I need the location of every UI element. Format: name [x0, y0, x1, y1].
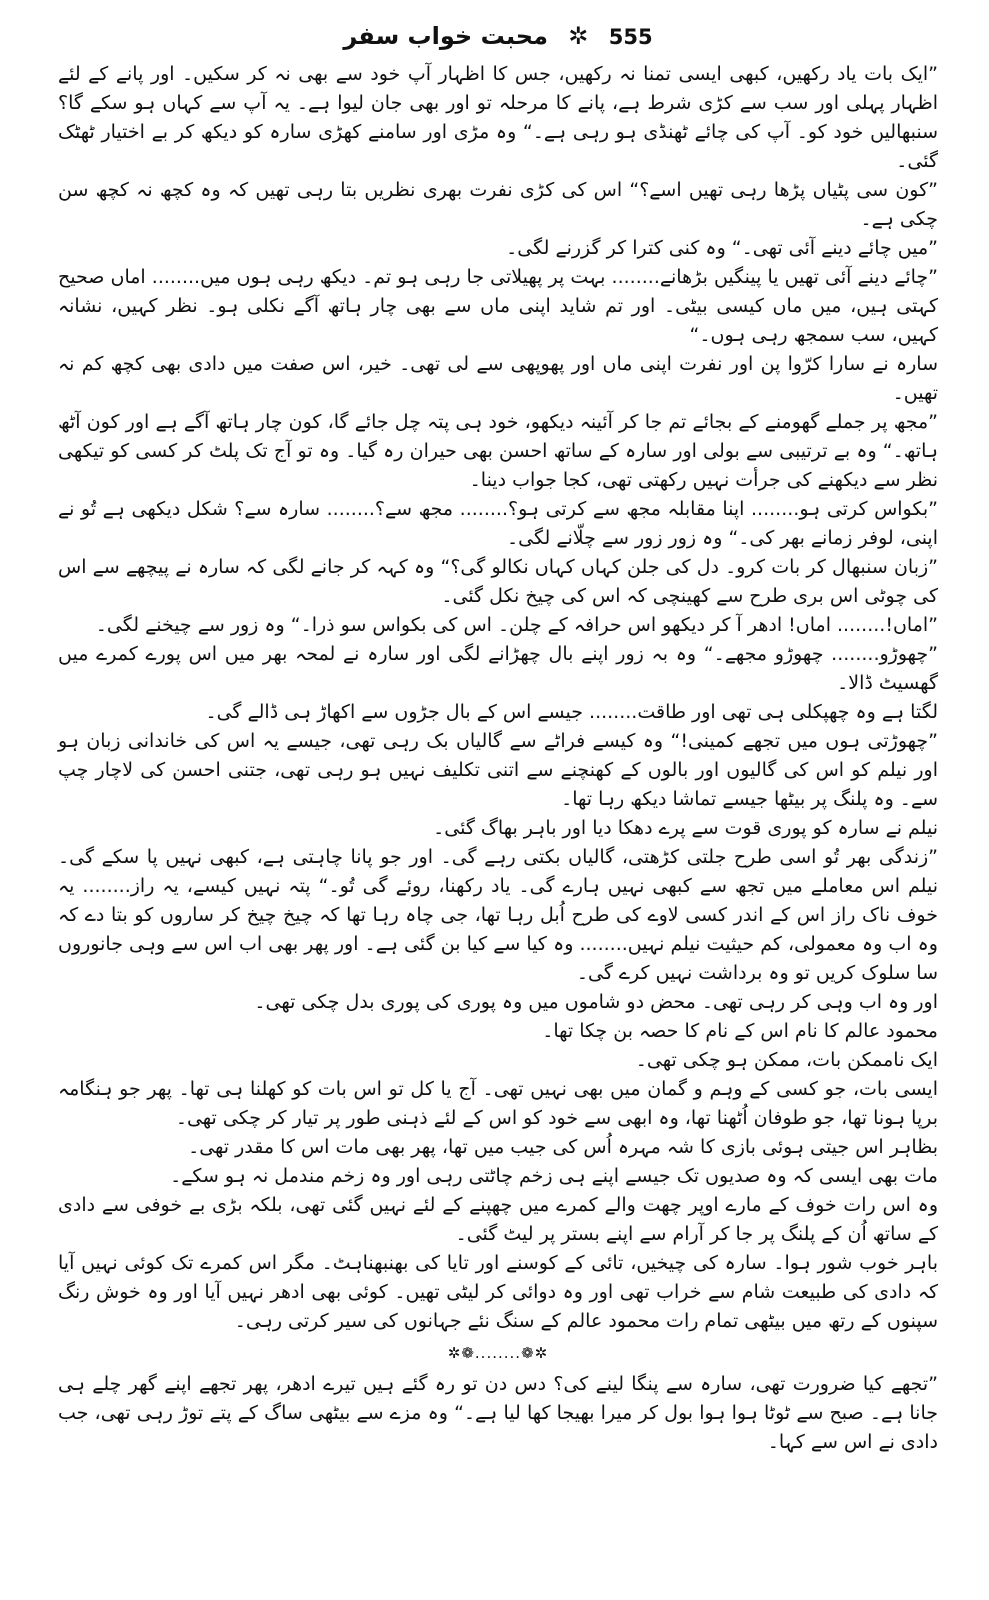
section-divider: ✲❁........❁✲	[447, 1344, 549, 1362]
paragraph: اور وہ اب وہی کر رہی تھی۔ محض دو شاموں میں وہ پوری کی پوری بدل چکی تھی۔	[254, 991, 938, 1013]
paragraph: نیلم نے سارہ کو پوری قوت سے پرے دھکا دیا اور باہر بھاگ گئی۔	[433, 817, 938, 839]
page-number: 555	[608, 25, 653, 49]
paragraph: ایسی بات، جو کسی کے وہم و گمان میں بھی نہیں تھی۔ آج یا کل تو اس بات کو کھلنا ہی تھا۔ پھر جو ہنگامہ برپا ہونا تھا، جو طوفان اُٹھنا تھا، وہ ابھی سے خود کو اس کے لئے ذہنی طور پر تیار کر چکی تھی۔	[58, 1078, 938, 1129]
header-ornament: ✲	[568, 22, 589, 50]
paragraph: ”زندگی بھر تُو اسی طرح جلتی کڑھتی، گالیاں بکتی رہے گی۔ اور جو پانا چاہتی ہے، کبھی نہیں پا سکے گی۔ نیلم اس معاملے میں تجھ سے کبھی نہیں ہارے گی۔ یاد رکھنا، روئے گی تُو۔“ پتہ نہیں کیسے، یہ راز........ یہ خوف ناک راز اس کے اندر کسی لاوے کی طرح اُبل رہا تھا، جی چاہ رہا تھا کہ چیخ چیخ کر ساروں کو بتا دے کہ وہ اب وہ معمولی، کم حیثیت نیلم نہیں........ وہ کیا سے کیا بن گئی ہے۔ اور پھر بھی اب اس سے وہی جانوروں سا سلوک کریں تو وہ برداشت نہیں کرے گی۔	[58, 846, 938, 984]
paragraph: ”میں چائے دینے آئی تھی۔“ وہ کنی کترا کر گزرنے لگی۔	[506, 237, 938, 259]
paragraph: ”اماں!........ اماں! ادھر آ کر دیکھو اس حرافہ کے چلن۔ اس کی بکواس سو ذرا۔“ وہ زور سے چیخنے لگی۔	[95, 614, 938, 636]
paragraph: ”زبان سنبھال کر بات کرو۔ دل کی جلن کہاں کہاں نکالو گی؟“ وہ کہہ کر جانے لگی کہ سارہ نے پیچھے سے اس کی چوٹی اس بری طرح سے کھینچی کہ اس کی چیخ نکل گئی۔	[58, 556, 938, 607]
paragraph: لگتا ہے وہ چھپکلی ہی تھی اور طاقت........ جیسے اس کے بال جڑوں سے اکھاڑ ہی ڈالے گی۔	[205, 701, 938, 723]
paragraph: ”کون سی پٹیاں پڑھا رہی تھیں اسے؟“ اس کی کڑی نفرت بھری نظریں بتا رہی تھیں کہ وہ کچھ نہ کچھ سن چکی ہے۔	[58, 179, 938, 230]
paragraph: باہر خوب شور ہوا۔ سارہ کی چیخیں، تائی کے کوسنے اور تایا کی بھنبھناہٹ۔ مگر اس کمرے تک کوئی نہیں آیا کہ دادی کی طبیعت شام سے خراب تھی اور وہ دوائی کر لیٹی تھیں۔ کوئی بھی ادھر نہیں آیا اور وہ خوش رنگ سپنوں کے رتھ میں بیٹھی تمام رات محمود عالم کے سنگ نئے جہانوں کی سیر کرتی رہی۔	[58, 1252, 938, 1332]
paragraph: محمود عالم کا نام اس کے نام کا حصہ بن چکا تھا۔	[542, 1020, 938, 1042]
paragraph: ”چھوڑو........ چھوڑو مجھے۔“ وہ بہ زور اپنے بال چھڑانے لگی اور سارہ نے لمحہ بھر میں اس پورے کمرے میں گھسیٹ ڈالا۔	[58, 643, 938, 694]
paragraph: وہ اس رات خوف کے مارے اوپر چھت والے کمرے میں چھپنے کے لئے نہیں گئی تھی، بلکہ بڑی بے خوفی سے دادی کے ساتھ اُن کے پلنگ پر جا کر آرام سے اپنے بستر پر لیٹ گئی۔	[58, 1194, 938, 1245]
story-text	[58, 60, 938, 1457]
book-title: محبت خواب سفر	[343, 22, 548, 50]
paragraph: ”چھوڑتی ہوں میں تجھے کمینی!“ وہ کیسے فراٹے سے گالیاں بک رہی تھی، جیسے یہ اس کی خاندانی زبان ہو اور نیلم کو اس کی گالیوں اور بالوں کے کھنچنے سے اتنی تکلیف نہیں ہو رہی تھی، جتنی احسن کی لاچار چپ سے۔ وہ پلنگ پر بیٹھا جیسے تماشا دیکھ رہا تھا۔	[58, 730, 938, 810]
paragraph: ”بکواس کرتی ہو........ اپنا مقابلہ مجھ سے کرتی ہو؟........ مجھ سے؟........ سارہ سے؟ شکل دیکھی ہے تُو نے اپنی، لوفر زمانے بھر کی۔“ وہ زور زور سے چلّانے لگی۔	[58, 498, 938, 549]
page-header	[58, 14, 938, 58]
paragraph: بظاہر اس جیتی ہوئی بازی کا شہ مہرہ اُس کی جیب میں تھا، پھر بھی مات اس کا مقدر تھی۔	[188, 1136, 938, 1158]
paragraph: سارہ نے سارا کرّوا پن اور نفرت اپنی ماں اور پھوپھی سے لی تھی۔ خیر، اس صفت میں دادی بھی کچھ کم نہ تھیں۔	[58, 353, 938, 404]
paragraph: ”تجھے کیا ضرورت تھی، سارہ سے پنگا لینے کی؟ دس دن تو رہ گئے ہیں تیرے ادھر، پھر تجھے اپنے گھر چلے ہی جانا ہے۔ صبح سے ٹوٹا ہوا ہوا بول کر میرا بھیجا کھا لیا ہے۔“ وہ مزے سے بیٹھی ساگ کے پتے توڑ رہی تھی، جب دادی نے اس سے کہا۔	[58, 1373, 938, 1453]
paragraph: ایک ناممکن بات، ممکن ہو چکی تھی۔	[635, 1049, 938, 1071]
paragraph: ”مجھ پر جملے گھومنے کے بجائے تم جا کر آئینہ دیکھو، خود ہی پتہ چل جائے گا، کون چار ہاتھ آگے ہے اور کون آٹھ ہاتھ۔“ وہ بے ترتیبی سے بولی اور سارہ کے ساتھ احسن بھی حیران رہ گیا۔ وہ تو آج تک پلٹ کر کسی کو تیکھی نظر سے دیکھنے کی جرأت نہیں رکھتی تھی، کجا جواب دینا۔	[58, 411, 938, 491]
novel-page	[58, 14, 938, 1586]
paragraph: ”چائے دینے آئی تھیں یا پینگیں بڑھانے........ بہت پر پھیلاتی جا رہی ہو تم۔ دیکھ رہی ہوں میں........ اماں صحیح کہتی ہیں، میں ماں کیسی بیٹی۔ اور تم شاید اپنی ماں سے بھی چار ہاتھ آگے نکلی ہو۔ نظر کہیں، نشانہ کہیں، سب سمجھ رہی ہوں۔“	[58, 266, 938, 346]
paragraph: مات بھی ایسی کہ وہ صدیوں تک جیسے اپنے ہی زخم چاٹتی رہی اور وہ زخم مندمل نہ ہو سکے۔	[170, 1165, 938, 1187]
paragraph: ”ایک بات یاد رکھیں، کبھی ایسی تمنا نہ رکھیں، جس کا اظہار آپ خود سے بھی نہ کر سکیں۔ اور پانے کے لئے اظہار پہلی اور سب سے کڑی شرط ہے، پانے کا مرحلہ تو اور بھی جان لیوا ہے۔ یہ آپ سے کہاں ہو سکے گا؟ سنبھالیں خود کو۔ آپ کی چائے ٹھنڈی ہو رہی ہے۔“ وہ مڑی اور سامنے کھڑی سارہ کو دیکھ کر بے اختیار ٹھٹک گئی۔	[58, 63, 938, 172]
